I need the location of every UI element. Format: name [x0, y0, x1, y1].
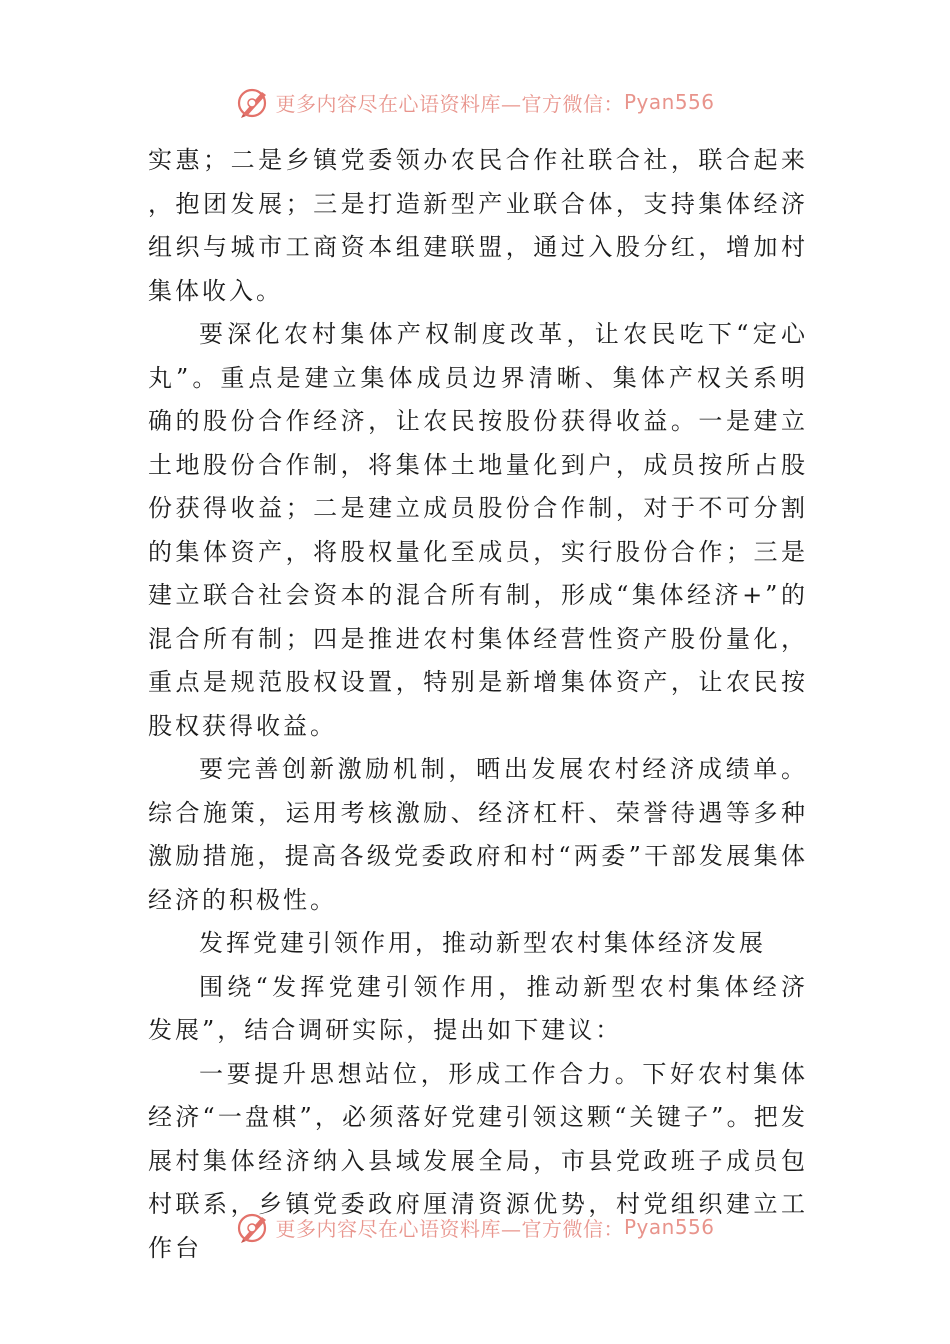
watermark-header — [0, 84, 950, 120]
document-body — [148, 139, 808, 1270]
paragraph: 一要提升思想站位，形成工作合力。下好农村集体经济“一盘棋”，必须落好党建引领这颗“关键子”。把发展村集体经济纳入县域发展全局，市县党政班子成员包村联系，乡镇党委政府厘清资源优势，村党组织建立工作台 — [148, 1059, 808, 1262]
watermark-text: 更多内容尽在心语资料库—官方微信： — [275, 91, 624, 116]
watermark-wechat-id: Pyan556 — [623, 90, 715, 114]
paragraph: 围绕“发挥党建引领作用，推动新型农村集体经济发展”，结合调研实际，提出如下建议： — [148, 972, 808, 1044]
watermark-wechat-id: Pyan556 — [623, 1215, 715, 1239]
watermark-text: 更多内容尽在心语资料库—官方微信： — [275, 1216, 624, 1241]
pen-in-circle-logo-icon — [235, 84, 271, 120]
pen-in-circle-logo-icon — [235, 1209, 271, 1245]
paragraph: 实惠；二是乡镇党委领办农民合作社联合社，联合起来，抱团发展；三是打造新型产业联合体，支持集体经济组织与城市工商资本组建联盟，通过入股分红，增加村集体收入。 — [148, 146, 808, 305]
paragraph: 要深化农村集体产权制度改革，让农民吃下“定心丸”。重点是建立集体成员边界清晰、集体产权关系明确的股份合作经济，让农民按股份获得收益。一是建立土地股份合作制，将集体土地量化到户，成员按所占股份获得收益；二是建立成员股份合作制，对于不可分割的集体资产，将股权量化至成员，实行股份合作；三是建立联合社会资本的混合所有制，形成“集体经济+”的混合所有制；四是推进农村集体经营性资产股份量化，重点是规范股权设置，特别是新增集体资产，让农民按股权获得收益。 — [148, 320, 808, 740]
section-heading: 发挥党建引领作用，推动新型农村集体经济发展 — [199, 929, 766, 957]
paragraph: 要完善创新激励机制，晒出发展农村经济成绩单。综合施策，运用考核激励、经济杠杆、荣誉待遇等多种激励措施，提高各级党委政府和村“两委”干部发展集体经济的积极性。 — [148, 755, 808, 914]
watermark-footer — [0, 1209, 950, 1245]
